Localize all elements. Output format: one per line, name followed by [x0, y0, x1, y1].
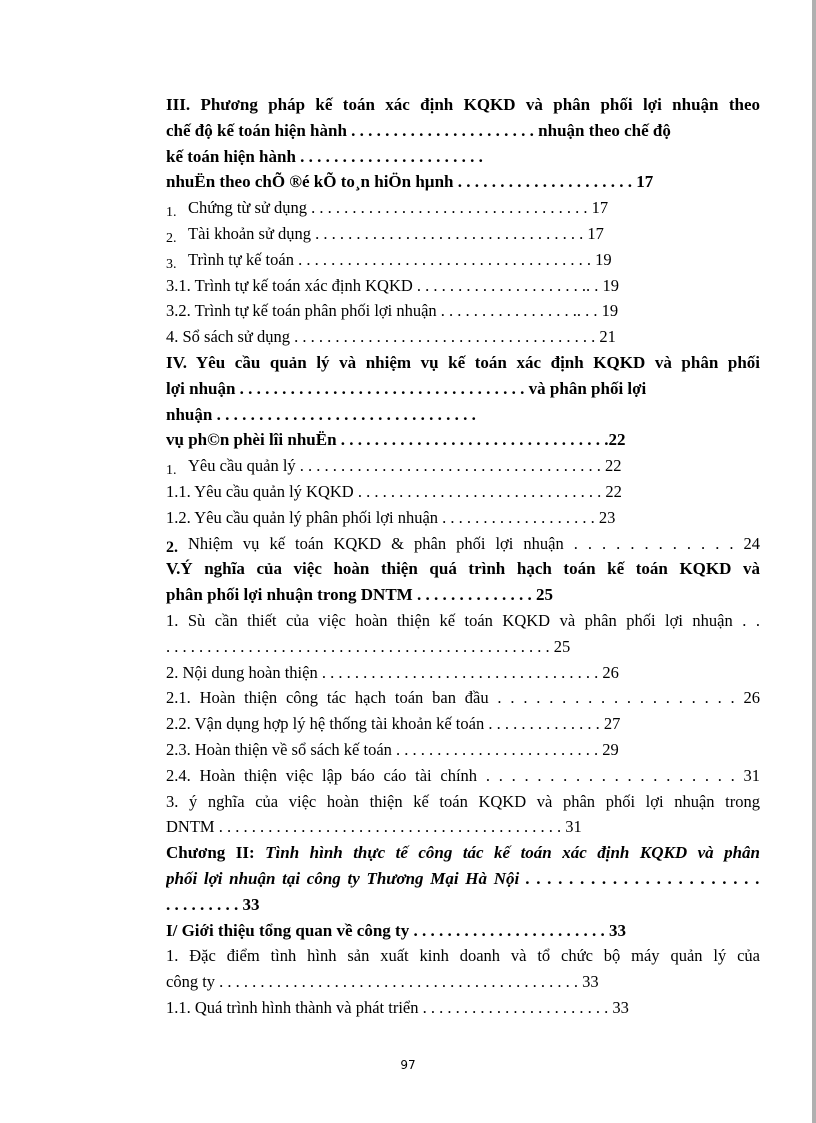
toc-line: [166, 892, 760, 918]
toc-line: [166, 402, 760, 428]
toc-line: [166, 711, 760, 737]
toc-line: [166, 324, 760, 350]
toc-line: [166, 453, 760, 479]
toc-line-text: Trình tự kế toán . . . . . . . . . . . . . . . . . . . . . . . . . . . . . . . . . . . . 19: [188, 249, 612, 269]
toc-line-text: I/ Giới thiệu tổng quan về công ty . . . . . . . . . . . . . . . . . . . . . . . 33: [166, 920, 626, 940]
toc-line: [166, 273, 760, 299]
toc-line-text: 3.1. Trình tự kế toán xác định KQKD . . . . . . . . . . . . . . . . . . . . .. . 19: [166, 275, 620, 295]
toc-line-text: phối lợi nhuận tại công ty Thương Mại Hà Nội . . . . . . . . . . . . . . . . . . . . . .: [166, 868, 760, 888]
toc-line-text: 2.3. Hoàn thiện về sổ sách kế toán . . . . . . . . . . . . . . . . . . . . . . . . . 29: [166, 739, 619, 759]
toc-line-text: nhuËn theo chÕ ®é kÕ to¸n hiÖn hµnh . . . . . . . . . . . . . . . . . . . . . 17: [166, 172, 654, 192]
toc-line: [166, 943, 760, 969]
toc-line: [166, 376, 760, 402]
toc-line-text: vụ ph©n phèi lîi nhuËn . . . . . . . . . . . . . . . . . . . . . . . . . . . . . . . .22: [166, 430, 626, 450]
toc-line-text: 1.1. Quá trình hình thành và phát triển . . . . . . . . . . . . . . . . . . . . . . . 33: [166, 997, 629, 1017]
toc-line: [166, 866, 760, 892]
toc-line: [166, 995, 760, 1021]
toc-line: [166, 350, 760, 376]
toc-line-text: Yêu cầu quản lý . . . . . . . . . . . . . . . . . . . . . . . . . . . . . . . . . . . . . 22: [188, 456, 622, 476]
toc-line: [166, 118, 760, 144]
toc-line: [166, 737, 760, 763]
toc-line-text: 3. ý nghĩa của việc hoàn thiện kế toán KQKD và phân phối lợi nhuận trong: [166, 791, 760, 811]
toc-line: [166, 195, 760, 221]
toc-line: [166, 582, 760, 608]
table-of-contents: [166, 92, 760, 1021]
toc-line-text: 2.1. Hoàn thiện công tác hạch toán ban đầu . . . . . . . . . . . . . . . . . . . 26: [166, 688, 760, 708]
toc-line-number: 2.: [166, 230, 177, 246]
toc-line-text: 4. Sổ sách sử dụng . . . . . . . . . . . . . . . . . . . . . . . . . . . . . . . . . . . . . 21: [166, 327, 616, 347]
toc-line: [166, 427, 760, 453]
page-edge-shadow: [812, 0, 816, 1123]
toc-line: [166, 763, 760, 789]
toc-line-text: 1.1. Yêu cầu quản lý KQKD . . . . . . . . . . . . . . . . . . . . . . . . . . . . . . 22: [166, 481, 622, 501]
toc-line-text: 3.2. Trình tự kế toán phân phối lợi nhuận . . . . . . . . . . . . . . . . .. . . 19: [166, 301, 619, 321]
toc-line-text: DNTM . . . . . . . . . . . . . . . . . . . . . . . . . . . . . . . . . . . . . . . . . . 31: [166, 817, 582, 837]
toc-line: [166, 169, 760, 195]
toc-line: [166, 298, 760, 324]
toc-line: [166, 814, 760, 840]
toc-line: [166, 247, 760, 273]
toc-line: [166, 479, 760, 505]
toc-line-text: III. Phương pháp kế toán xác định KQKD và phân phối lợi nhuận theo: [166, 95, 760, 114]
toc-line-text: Tài khoản sử dụng . . . . . . . . . . . . . . . . . . . . . . . . . . . . . . . . . 17: [188, 223, 604, 243]
toc-line: [166, 92, 760, 118]
toc-line-text: IV. Yêu cầu quản lý và nhiệm vụ kế toán xác định KQKD và phân phối: [166, 352, 760, 372]
toc-line-text: 1. Sù cần thiết của việc hoàn thiện kế toán KQKD và phân phối lợi nhuận . .: [166, 610, 760, 630]
toc-line-text: Chứng từ sử dụng . . . . . . . . . . . . . . . . . . . . . . . . . . . . . . . . . . 17: [188, 198, 609, 218]
toc-line-text: 2.2. Vận dụng hợp lý hệ thống tài khoản kế toán . . . . . . . . . . . . . . 27: [166, 714, 621, 734]
toc-line-number: 2.: [166, 538, 178, 556]
toc-line: [166, 608, 760, 634]
toc-line-text: V.Ý nghĩa của việc hoàn thiện quá trình hạch toán kế toán KQKD và: [166, 559, 760, 579]
toc-line-text: 2.4. Hoàn thiện việc lập báo cáo tài chính . . . . . . . . . . . . . . . . . . . . 31: [166, 765, 760, 785]
toc-line-text: kế toán hiện hành . . . . . . . . . . . . . . . . . . . . . .: [166, 146, 483, 166]
toc-line-number: 1.: [166, 463, 177, 479]
toc-line-number: 1.: [166, 205, 177, 221]
toc-line-text: Nhiệm vụ kế toán KQKD & phân phối lợi nhuận . . . . . . . . . . . . 24: [188, 533, 760, 553]
toc-line: [166, 505, 760, 531]
toc-line: [166, 634, 760, 660]
toc-line: [166, 685, 760, 711]
toc-line: [166, 918, 760, 944]
toc-line-text: nhuận . . . . . . . . . . . . . . . . . . . . . . . . . . . . . . .: [166, 404, 476, 424]
toc-line-text: 1. Đặc điểm tình hình sản xuất kinh doanh và tổ chức bộ máy quản lý của: [166, 946, 760, 966]
toc-line-text: . . . . . . . . . . . . . . . . . . . . . . . . . . . . . . . . . . . . . . . . . . . . . . . 25: [166, 636, 571, 656]
toc-line-number: 3.: [166, 256, 177, 272]
toc-line-text: công ty . . . . . . . . . . . . . . . . . . . . . . . . . . . . . . . . . . . . . . . . . . . . 33: [166, 972, 599, 992]
toc-line-text: 2. Nội dung hoàn thiện . . . . . . . . . . . . . . . . . . . . . . . . . . . . . . . . . . 26: [166, 662, 619, 682]
page-number: 97: [400, 1058, 416, 1072]
toc-line: [166, 531, 760, 557]
toc-line: [166, 969, 760, 995]
toc-line-text: 1.2. Yêu cầu quản lý phân phối lợi nhuận . . . . . . . . . . . . . . . . . . . 23: [166, 507, 616, 527]
toc-line: [166, 840, 760, 866]
toc-line-text: Chương II:: [166, 843, 266, 863]
toc-line: [166, 556, 760, 582]
toc-line: [166, 221, 760, 247]
toc-line: [166, 660, 760, 686]
toc-line: [166, 789, 760, 815]
toc-line-text: chế độ kế toán hiện hành . . . . . . . . . . . . . . . . . . . . . . nhuận theo chế độ: [166, 120, 671, 140]
toc-line-italic-text: Tình hình thực tế công tác kế toán xác định KQKD và phân: [265, 843, 760, 863]
toc-line-text: lợi nhuận . . . . . . . . . . . . . . . . . . . . . . . . . . . . . . . . . . và phân phối lợi: [166, 378, 647, 398]
toc-line-text: . . . . . . . . . 33: [166, 894, 260, 914]
toc-line: [166, 144, 760, 170]
toc-line-text: phân phối lợi nhuận trong DNTM . . . . . . . . . . . . . . 25: [166, 585, 553, 605]
